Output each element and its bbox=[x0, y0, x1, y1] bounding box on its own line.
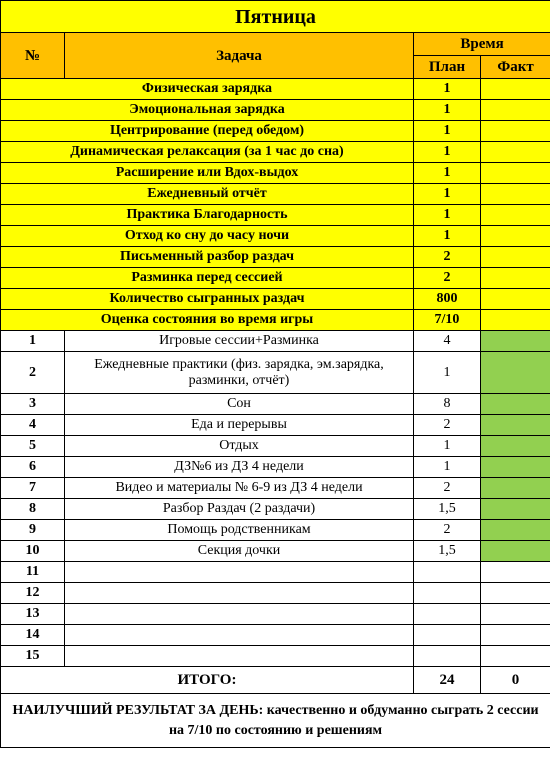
daily-task-row bbox=[1, 100, 550, 121]
daily-task-plan[interactable]: 2 bbox=[414, 247, 481, 268]
row-plan[interactable]: 2 bbox=[414, 520, 481, 541]
daily-task-fact[interactable] bbox=[481, 247, 550, 268]
daily-task-plan[interactable]: 800 bbox=[414, 289, 481, 310]
row-task[interactable] bbox=[65, 562, 414, 583]
row-plan[interactable]: 8 bbox=[414, 394, 481, 415]
daily-task-name: Практика Благодарность bbox=[1, 205, 414, 226]
header-num: № bbox=[1, 33, 65, 79]
daily-task-fact[interactable] bbox=[481, 121, 550, 142]
table-row bbox=[1, 457, 550, 478]
row-task[interactable]: Секция дочки bbox=[65, 541, 414, 562]
daily-task-name: Расширение или Вдох-выдох bbox=[1, 163, 414, 184]
row-fact[interactable] bbox=[481, 625, 550, 646]
row-task[interactable]: Помощь родственникам bbox=[65, 520, 414, 541]
row-fact[interactable] bbox=[481, 520, 550, 541]
row-plan[interactable] bbox=[414, 583, 481, 604]
daily-task-plan[interactable]: 7/10 bbox=[414, 310, 481, 331]
row-plan[interactable] bbox=[414, 562, 481, 583]
row-fact[interactable] bbox=[481, 457, 550, 478]
total-plan: 24 bbox=[414, 667, 481, 694]
row-number: 11 bbox=[1, 562, 65, 583]
table-row bbox=[1, 583, 550, 604]
daily-task-fact[interactable] bbox=[481, 310, 550, 331]
table-row bbox=[1, 436, 550, 457]
daily-task-fact[interactable] bbox=[481, 226, 550, 247]
daily-task-plan[interactable]: 1 bbox=[414, 100, 481, 121]
row-task[interactable] bbox=[65, 583, 414, 604]
daily-task-name: Отход ко сну до часу ночи bbox=[1, 226, 414, 247]
table-row bbox=[1, 499, 550, 520]
table-row bbox=[1, 352, 550, 394]
row-number: 15 bbox=[1, 646, 65, 667]
row-fact[interactable] bbox=[481, 478, 550, 499]
table-row bbox=[1, 625, 550, 646]
daily-task-plan[interactable]: 1 bbox=[414, 163, 481, 184]
table-row bbox=[1, 562, 550, 583]
table-row bbox=[1, 541, 550, 562]
total-label: ИТОГО: bbox=[1, 667, 414, 694]
row-plan[interactable]: 1 bbox=[414, 352, 481, 394]
daily-task-name: Эмоциональная зарядка bbox=[1, 100, 414, 121]
total-row bbox=[1, 667, 550, 694]
daily-task-name: Количество сыгранных раздач bbox=[1, 289, 414, 310]
daily-task-row bbox=[1, 163, 550, 184]
row-number: 14 bbox=[1, 625, 65, 646]
daily-task-name: Оценка состояния во время игры bbox=[1, 310, 414, 331]
row-plan[interactable]: 1 bbox=[414, 457, 481, 478]
daily-task-name: Центрирование (перед обедом) bbox=[1, 121, 414, 142]
row-task[interactable]: Ежедневные практики (физ. зарядка, эм.зарядка, разминки, отчёт) bbox=[65, 352, 414, 394]
daily-task-name: Разминка перед сессией bbox=[1, 268, 414, 289]
row-task[interactable] bbox=[65, 604, 414, 625]
daily-task-row bbox=[1, 142, 550, 163]
table-row bbox=[1, 646, 550, 667]
daily-task-row bbox=[1, 205, 550, 226]
daily-task-row bbox=[1, 79, 550, 100]
row-plan[interactable]: 2 bbox=[414, 478, 481, 499]
daily-task-plan[interactable]: 1 bbox=[414, 205, 481, 226]
row-number: 8 bbox=[1, 499, 65, 520]
daily-task-plan[interactable]: 1 bbox=[414, 226, 481, 247]
page-title: Пятница bbox=[1, 1, 550, 33]
daily-task-fact[interactable] bbox=[481, 163, 550, 184]
best-result-note: НАИЛУЧШИЙ РЕЗУЛЬТАТ ЗА ДЕНЬ: качественно и обдуманно сыграть 2 сессии на 7/10 по состоянию и решениям bbox=[1, 694, 550, 748]
row-task[interactable] bbox=[65, 646, 414, 667]
daily-task-plan[interactable]: 1 bbox=[414, 184, 481, 205]
daily-task-row bbox=[1, 184, 550, 205]
daily-task-fact[interactable] bbox=[481, 100, 550, 121]
daily-task-fact[interactable] bbox=[481, 79, 550, 100]
row-number: 6 bbox=[1, 457, 65, 478]
row-task[interactable]: Игровые сессии+Разминка bbox=[65, 331, 414, 352]
daily-task-row bbox=[1, 310, 550, 331]
table-row bbox=[1, 331, 550, 352]
row-number: 13 bbox=[1, 604, 65, 625]
daily-task-plan[interactable]: 1 bbox=[414, 121, 481, 142]
row-fact[interactable] bbox=[481, 415, 550, 436]
row-plan[interactable] bbox=[414, 604, 481, 625]
row-number: 7 bbox=[1, 478, 65, 499]
daily-task-plan[interactable]: 1 bbox=[414, 142, 481, 163]
table-row bbox=[1, 604, 550, 625]
header-time: Время bbox=[414, 33, 550, 56]
table-row bbox=[1, 520, 550, 541]
daily-task-fact[interactable] bbox=[481, 268, 550, 289]
row-task[interactable] bbox=[65, 625, 414, 646]
row-task[interactable]: Отдых bbox=[65, 436, 414, 457]
daily-task-fact[interactable] bbox=[481, 184, 550, 205]
row-plan[interactable]: 1 bbox=[414, 436, 481, 457]
table-row bbox=[1, 394, 550, 415]
row-fact[interactable] bbox=[481, 541, 550, 562]
daily-task-row bbox=[1, 121, 550, 142]
row-fact[interactable] bbox=[481, 436, 550, 457]
total-fact: 0 bbox=[481, 667, 550, 694]
footer-row bbox=[1, 694, 550, 748]
daily-task-fact[interactable] bbox=[481, 289, 550, 310]
row-fact[interactable] bbox=[481, 331, 550, 352]
row-fact[interactable] bbox=[481, 352, 550, 394]
row-number: 3 bbox=[1, 394, 65, 415]
row-number: 9 bbox=[1, 520, 65, 541]
daily-task-name: Динамическая релаксация (за 1 час до сна) bbox=[1, 142, 414, 163]
daily-task-row bbox=[1, 268, 550, 289]
row-fact[interactable] bbox=[481, 394, 550, 415]
header-task: Задача bbox=[65, 33, 414, 79]
table-row bbox=[1, 478, 550, 499]
row-number: 5 bbox=[1, 436, 65, 457]
row-plan[interactable] bbox=[414, 625, 481, 646]
row-fact[interactable] bbox=[481, 604, 550, 625]
daily-task-row bbox=[1, 226, 550, 247]
daily-task-row bbox=[1, 247, 550, 268]
row-task[interactable]: Сон bbox=[65, 394, 414, 415]
row-task[interactable]: ДЗ№6 из ДЗ 4 недели bbox=[65, 457, 414, 478]
daily-task-name: Письменный разбор раздач bbox=[1, 247, 414, 268]
row-fact[interactable] bbox=[481, 499, 550, 520]
row-fact[interactable] bbox=[481, 646, 550, 667]
daily-task-plan[interactable]: 2 bbox=[414, 268, 481, 289]
daily-task-plan[interactable]: 1 bbox=[414, 79, 481, 100]
row-number: 10 bbox=[1, 541, 65, 562]
row-fact[interactable] bbox=[481, 583, 550, 604]
row-fact[interactable] bbox=[481, 562, 550, 583]
row-task[interactable]: Разбор Раздач (2 раздачи) bbox=[65, 499, 414, 520]
header-fact: Факт bbox=[481, 56, 550, 79]
row-plan[interactable]: 1,5 bbox=[414, 499, 481, 520]
row-plan[interactable] bbox=[414, 646, 481, 667]
row-plan[interactable]: 1,5 bbox=[414, 541, 481, 562]
row-number: 2 bbox=[1, 352, 65, 394]
daily-task-fact[interactable] bbox=[481, 142, 550, 163]
daily-task-row bbox=[1, 289, 550, 310]
row-plan[interactable]: 4 bbox=[414, 331, 481, 352]
row-number: 1 bbox=[1, 331, 65, 352]
row-task[interactable]: Видео и материалы № 6-9 из ДЗ 4 недели bbox=[65, 478, 414, 499]
table-row bbox=[1, 415, 550, 436]
header-plan: План bbox=[414, 56, 481, 79]
daily-task-name: Физическая зарядка bbox=[1, 79, 414, 100]
daily-task-name: Ежедневный отчёт bbox=[1, 184, 414, 205]
row-task[interactable]: Еда и перерывы bbox=[65, 415, 414, 436]
daily-task-fact[interactable] bbox=[481, 205, 550, 226]
row-number: 4 bbox=[1, 415, 65, 436]
row-plan[interactable]: 2 bbox=[414, 415, 481, 436]
row-number: 12 bbox=[1, 583, 65, 604]
